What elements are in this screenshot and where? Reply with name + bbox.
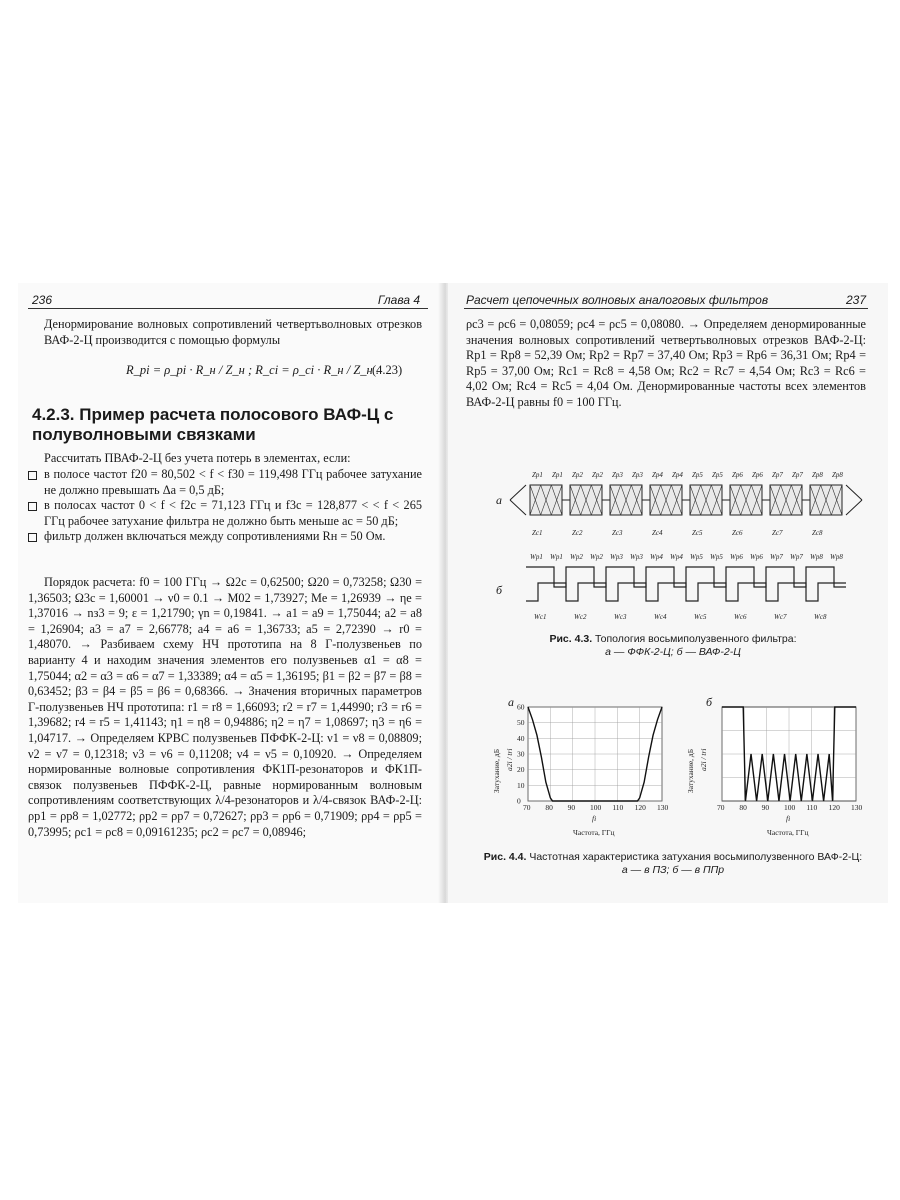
fig43a-top-label: Zp4 xyxy=(672,471,683,479)
formula-4-23: R_pi = ρ_pi · R_н / Z_н ; R_ci = ρ_ci · R_н / Z_н . xyxy=(126,363,379,377)
fig43b-bottom-label: Wc7 xyxy=(774,613,787,621)
fig43b-top-label: Wp4 xyxy=(670,553,683,561)
fig43-label-a: а xyxy=(496,493,502,507)
header-rule xyxy=(464,308,868,309)
fig43b-bottom-label: Wc1 xyxy=(534,613,547,621)
fig43a-top-label: Zp1 xyxy=(532,471,543,479)
y-variable-label: a2i / tri xyxy=(505,748,514,771)
x-axis-title: Частота, ГГц xyxy=(767,828,809,837)
requirements-list xyxy=(28,467,422,545)
page-number-left: 236 xyxy=(32,293,53,307)
fig44-label-a: а xyxy=(508,695,514,709)
fig43a-top-label: Zp5 xyxy=(692,471,703,479)
fig43b-top-label: Wp7 xyxy=(770,553,783,561)
fig43a-top-label: Zp7 xyxy=(772,471,783,479)
fig43a-top-label: Zp5 xyxy=(712,471,723,479)
fig43b-top-label: Wp8 xyxy=(810,553,823,561)
x-tick-label: 90 xyxy=(567,803,576,812)
x-tick-label: 110 xyxy=(806,803,818,812)
y-tick-label: 0 xyxy=(517,796,521,806)
fig43a-bottom-label: Zc4 xyxy=(652,529,663,537)
y-tick-label: 60 xyxy=(517,702,525,712)
x-axis-title: Частота, ГГц xyxy=(573,828,615,837)
fig43a-bottom-label: Zc1 xyxy=(532,529,543,537)
fig43b-bottom-label: Wc6 xyxy=(734,613,747,621)
fig43a-bottom-label: Zc3 xyxy=(612,529,623,537)
y-axis-title: Затухание, дБ xyxy=(492,748,501,793)
fig43a-output-lead xyxy=(846,500,862,515)
fig43-topology xyxy=(506,455,866,635)
fig43a-top-label: Zp8 xyxy=(812,471,823,479)
fig43a-top-label: Zp3 xyxy=(612,471,623,479)
y-axis-title: Затухание, дБ xyxy=(686,748,695,793)
x-tick-label: 70 xyxy=(717,803,725,812)
y-variable-label: a2i / tri xyxy=(699,748,708,771)
fig43b-top-label: Wp8 xyxy=(830,553,843,561)
y-tick-label: 10 xyxy=(517,780,525,790)
y-tick-label: 20 xyxy=(517,765,525,775)
fig43b-top-label: Wp1 xyxy=(550,553,563,561)
right-page xyxy=(448,283,888,903)
x-tick-label: 90 xyxy=(761,803,770,812)
fig43a-bottom-label: Zc6 xyxy=(732,529,743,537)
fig44-caption-sub: а — в ПЗ; б — в ППр xyxy=(621,864,725,876)
fig43b-top-label: Wp5 xyxy=(690,553,703,561)
attenuation-chart-passband xyxy=(490,701,670,841)
x-variable-label: fi xyxy=(592,814,597,823)
fig43a-top-label: Zp8 xyxy=(832,471,843,479)
x-tick-label: 80 xyxy=(545,803,553,812)
intro-paragraph: Денормирование волновых сопротивлений четвертьволновых отрезков ВАФ-2-Ц производится с помощью формулы xyxy=(44,317,422,347)
fig43a-bottom-label: Zc2 xyxy=(572,529,583,537)
x-tick-label: 100 xyxy=(784,803,796,812)
list-item: в полосе частот f20 = 80,502 < f < f30 = 119,498 ГГц рабочее затухание не должно превышать Δa = 0,5 дБ; xyxy=(28,467,422,498)
x-tick-label: 70 xyxy=(523,803,531,812)
fig43b-top-label: Wp3 xyxy=(610,553,623,561)
x-tick-label: 130 xyxy=(657,803,669,812)
fig43b-lower-meander xyxy=(526,583,846,601)
list-item: фильтр должен включаться между сопротивлениями Rн = 50 Ом. xyxy=(28,529,422,545)
fig43-caption-text: Топология восьмиполузвенного фильтра: xyxy=(595,633,797,645)
fig43b-top-label: Wp6 xyxy=(750,553,763,561)
fig43a-top-label: Zp1 xyxy=(552,471,563,479)
fig43b-top-label: Wp5 xyxy=(710,553,723,561)
x-tick-label: 110 xyxy=(612,803,624,812)
fig43b-bottom-label: Wc8 xyxy=(814,613,827,621)
fig43-caption-number: Рис. 4.3. xyxy=(549,633,593,645)
x-tick-label: 130 xyxy=(851,803,863,812)
fig43b-top-label: Wp6 xyxy=(730,553,743,561)
fig43a-output-lead xyxy=(846,485,862,500)
running-title: Расчет цепочечных волновых аналоговых фильтров xyxy=(466,293,769,307)
task-intro: Рассчитать ПВАФ-2-Ц без учета потерь в элементах, если: xyxy=(44,451,351,465)
fig43b-top-label: Wp3 xyxy=(630,553,643,561)
fig43a-bottom-label: Zc7 xyxy=(772,529,783,537)
fig43a-bottom-label: Zc5 xyxy=(692,529,703,537)
fig43a-top-label: Zp4 xyxy=(652,471,663,479)
fig43a-top-label: Zp3 xyxy=(632,471,643,479)
x-tick-label: 120 xyxy=(828,803,840,812)
fig43-label-b: б xyxy=(496,583,503,597)
fig43b-bottom-label: Wc2 xyxy=(574,613,587,621)
attenuation-chart-stopband xyxy=(684,701,864,841)
y-tick-label: 40 xyxy=(517,733,525,743)
fig43b-top-label: Wp7 xyxy=(790,553,803,561)
x-tick-label: 80 xyxy=(739,803,747,812)
procedure-paragraph: Порядок расчета: f0 = 100 ГГц → Ω2c = 0,62500; Ω20 = 0,73258; Ω30 = 1,36503; Ω3c = 1,60001 → ν0 = 0.1 → M02 = 1,73927; Me = 1,26939 → ηe = 1,37016 → nз3 = 9; ε = 1,21790; γn = 0,19841. → a1 = a9 = 1,75044; a2 = a8 = 1,26904; a3 = a7 = 2,66778; a4 = a6 = 1,36733; a5 = 2,72390 → r0 = 1,48070. → Разбиваем схему НЧ прототипа на 8 Г-полузвеньев по варианту 4 и находим значения элементов его полузвеньев α1 = α8 = 1,75044; α2 = α3 = α6 = α7 = 1,33389; α4 = α5 = 1,36195; β1 = β2 = β7 = β8 = 0,63452; β3 = β4 = β5 = β6 = 0,68366. → Значения вторичных параметров Г-полузвеньев НЧ прототипа: r1 = r8 = 1,66093; r2 = r7 = 1,44990; r3 = r6 = 1,39682; r4 = r5 = 1,41143; η1 = η8 = 0,94886; η2 = η7 = 1,08697; η3 = η6 = 1,04717. → Определяем КРВС полузвеньев ПФФК-2-Ц: ν1 = ν8 = 0,08809; ν2 = ν7 = 0,12318; ν3 = ν6 = 0,11208; ν4 = ν5 = 0,10920. → Определяем нормированные волновые сопротивления ФК1П-резонаторов и ФК1П-связок полузвеньев ПФФК-2-Ц, равные нормированным волновым сопротивлениям соответствующих λ/4-резонаторов и λ/4-связок ВАФ-2-Ц: ρp1 = ρp8 = 1,02772; ρp2 = ρp7 = 0,72627; ρp3 = ρp6 = 0,71909; ρp4 = ρp5 = 0,73995; ρc1 = ρc8 = 0,09161235; ρc2 = ρc7 = 0,08946; xyxy=(28,575,422,839)
fig43a-top-label: Zp7 xyxy=(792,471,803,479)
formula-number: (4.23) xyxy=(372,363,403,377)
page-number-right: 237 xyxy=(845,293,866,307)
y-tick-label: 50 xyxy=(517,718,525,728)
list-item: в полосах частот 0 < f < f2c = 71,123 ГГц и f3c = 128,877 < < f < 265 ГГц рабочее затухание фильтра не должно быть меньше ac = 50 дБ; xyxy=(28,498,422,529)
fig44-label-b: б xyxy=(706,695,713,709)
y-tick-label: 30 xyxy=(517,749,525,759)
fig43-caption xyxy=(478,633,868,659)
chapter-header: Глава 4 xyxy=(377,293,420,307)
book-spread xyxy=(0,283,900,903)
fig44-caption-text: Частотная характеристика затухания восьмиполузвенного ВАФ-2-Ц: xyxy=(529,851,863,863)
fig43b-bottom-label: Wc4 xyxy=(654,613,667,621)
section-title: 4.2.3. Пример расчета полосового ВАФ-Ц с полуволновыми связками xyxy=(32,405,394,444)
fig44-caption xyxy=(468,851,878,877)
fig43a-top-label: Zp2 xyxy=(572,471,583,479)
fig43a-top-label: Zp6 xyxy=(732,471,743,479)
left-page xyxy=(18,283,438,903)
fig43b-top-label: Wp2 xyxy=(590,553,603,561)
fig43b-top-label: Wp1 xyxy=(530,553,543,561)
fig44-caption-number: Рис. 4.4. xyxy=(483,851,527,863)
fig43b-bottom-label: Wc3 xyxy=(614,613,627,621)
x-tick-label: 100 xyxy=(590,803,602,812)
continuation-paragraph: ρc3 = ρc6 = 0,08059; ρc4 = ρc5 = 0,08080. → Определяем денормированные значения волновых сопротивлений четвертьволновых отрезков ВАФ-2-Ц: Rp1 = Rp8 = 52,39 Ом; Rp2 = Rp7 = 37,40 Ом; Rp3 = Rp6 = 36,31 Ом; Rp4 = Rp5 = 37,00 Ом; Rc1 = Rc8 = 4,58 Ом; Rc2 = Rc7 = 4,54 Ом; Rc3 = Rc6 = 4,02 Ом; Rc4 = Rc5 = 4,04 Ом. Денормированные частоты всех элементов ВАФ-2-Ц равны f0 = 100 ГГц. xyxy=(466,317,866,409)
fig43-caption-sub: а — ФФК-2-Ц; б — ВАФ-2-Ц xyxy=(605,646,741,658)
x-tick-label: 120 xyxy=(634,803,646,812)
fig43a-input-lead xyxy=(510,500,526,515)
fig43a-input-lead xyxy=(510,485,526,500)
fig43a-top-label: Zp2 xyxy=(592,471,603,479)
x-variable-label: fi xyxy=(786,814,791,823)
header-rule xyxy=(28,308,428,309)
fig43a-top-label: Zp6 xyxy=(752,471,763,479)
fig43a-bottom-label: Zc8 xyxy=(812,529,823,537)
fig43b-top-label: Wp4 xyxy=(650,553,663,561)
fig43b-bottom-label: Wc5 xyxy=(694,613,707,621)
fig43b-top-label: Wp2 xyxy=(570,553,583,561)
